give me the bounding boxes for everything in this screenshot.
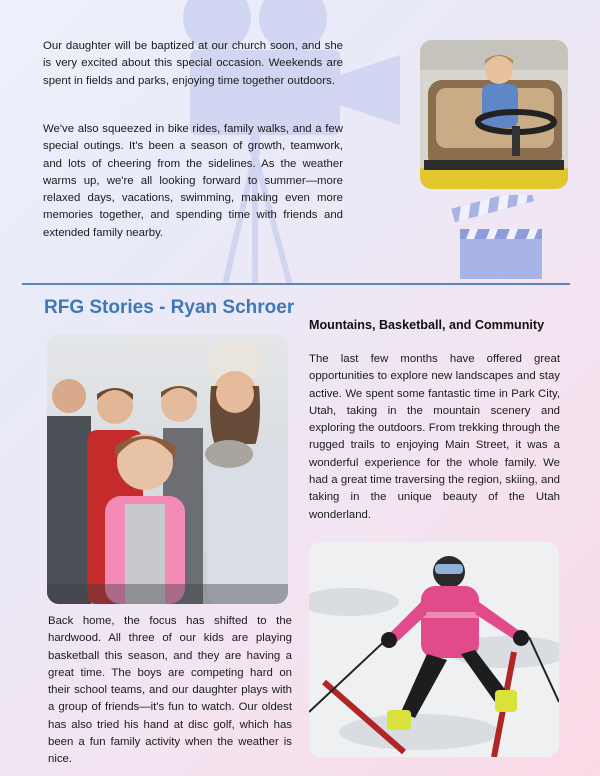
article-subtitle: Mountains, Basketball, and Community <box>309 318 545 332</box>
basketball-paragraph: Back home, the focus has shifted to the hardwood. All three of our kids are playing basketball this season, and they are having a great time. The boys are competing hard on their school teams, and our daughter plays with a group of friends—it's fun to watch. Our oldest has also tried his hand at disc golf, which has been a fun family activity when the weather is nice. <box>48 615 292 766</box>
mountains-paragraph: The last few months have offered great opportunities to explore new landscapes and stay active. We spent some fantastic time in Park City, Utah, taking in the mountain scenery and exploring the outdoors. From trekking through the rugged trails to enjoying Main Street, it was a wonderful experience for the whole family. We had a great time traversing the region, skiing, and taking in the unique beauty of the Utah wonderland. <box>309 353 560 521</box>
section-divider <box>22 283 570 285</box>
skier-photo <box>309 542 559 757</box>
intro-paragraph: Our daughter will be baptized at our church soon, and she is very excited about this special occasion. Weekends are spent in fields and parks, enjoying time together outdoors. <box>43 40 343 87</box>
outings-paragraph: We've also squeezed in bike rides, family walks, and a few special outings. It's been a season of growth, teamwork, and lots of cheering from the sidelines. As the weather warms up, we're all looking forward to summer—more relaxed days, vacations, swimming, making even more memories together, and spending time with friends and extended family nearby. <box>43 123 343 239</box>
section-title: RFG Stories - Ryan Schroer <box>44 297 295 318</box>
family-photo <box>47 334 288 604</box>
go-kart-photo <box>420 40 568 189</box>
clapperboard-icon <box>448 195 553 285</box>
